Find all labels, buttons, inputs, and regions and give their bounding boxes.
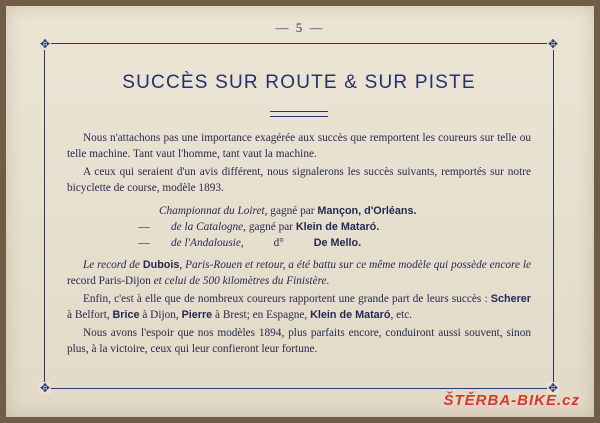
riders-text: à Dijon,	[139, 309, 182, 321]
corner-ornament-icon: ✥	[39, 37, 51, 51]
watermark-domain: -BIKE.cz	[511, 392, 580, 409]
riders-text: Enfin, c'est à elle que de nombreux coureurs rapportent une grande part de leurs succès :	[83, 293, 488, 305]
record-text: et celui de 500 kilomètres du Finistère.	[153, 275, 330, 287]
championship-event: de l'Andalousie,	[171, 237, 244, 249]
paragraph-record	[67, 257, 531, 289]
record-rider: Dubois	[142, 259, 180, 271]
ditto-dash: —	[138, 237, 150, 249]
riders-text: à Brest; en Espagne,	[212, 309, 311, 321]
riders-text: à Belfort,	[67, 309, 113, 321]
record-text: record	[67, 275, 96, 287]
championship-winner: Mançon, d'Orléans.	[317, 205, 417, 217]
record-text: Paris-Dijon	[95, 275, 154, 287]
paragraph-intro: Nous n'attachons pas une importance exagérée aux succès que remportent les coureurs sur telle ou telle machine. Tant vaut l'homme, tant vaut la machine.	[67, 132, 531, 160]
rider-name: Brice	[112, 309, 140, 321]
championship-event: de la Catalogne,	[171, 221, 246, 233]
rider-name: Scherer	[490, 293, 531, 305]
rider-name: Pierre	[181, 309, 213, 321]
championship-connector: gagné par	[246, 221, 296, 233]
championship-item	[67, 219, 531, 235]
ditto-dash: —	[138, 221, 150, 233]
site-watermark	[443, 392, 580, 409]
record-text: , Paris-Rouen et retour, a été battu sur ce même modèle qui possède encore le	[179, 259, 531, 271]
corner-ornament-icon: ✥	[39, 381, 51, 395]
championship-winner: Klein de Mataró.	[295, 221, 380, 233]
championship-list	[67, 203, 531, 251]
ditto-mark: d°	[273, 237, 284, 249]
watermark-brand: ŠTĚRBA	[443, 392, 512, 409]
corner-ornament-icon: ✥	[547, 381, 559, 395]
championship-winner: De Mello.	[313, 237, 362, 249]
championship-item	[67, 235, 531, 251]
paragraph-closing: Nous avons l'espoir que nos modèles 1894, plus parfaits encore, conduiront aussi souvent, sinon plus, à la victoire, ceux qui leur confieront leur fortune.	[67, 327, 531, 355]
rider-name: Klein de Mataró	[310, 309, 391, 321]
paragraph-riders	[67, 291, 531, 323]
title-divider	[270, 111, 328, 117]
page-title: SUCCÈS SUR ROUTE & SUR PISTE	[122, 72, 476, 93]
page-number: — 5 —	[275, 20, 325, 35]
championship-event: Championnat du Loiret,	[159, 205, 268, 217]
record-text: Le record de	[83, 259, 143, 271]
body-text	[67, 130, 531, 359]
catalog-page	[6, 6, 594, 417]
championship-item	[67, 203, 531, 219]
corner-ornament-icon: ✥	[547, 37, 559, 51]
page-frame	[39, 37, 559, 395]
championship-connector: gagné par	[267, 205, 318, 217]
paragraph-successes: A ceux qui seraient d'un avis différent, nous signalerons les succès suivants, remportés sur notre bicyclette de course, modèle 1893.	[67, 166, 531, 194]
riders-text: , etc.	[390, 309, 413, 321]
